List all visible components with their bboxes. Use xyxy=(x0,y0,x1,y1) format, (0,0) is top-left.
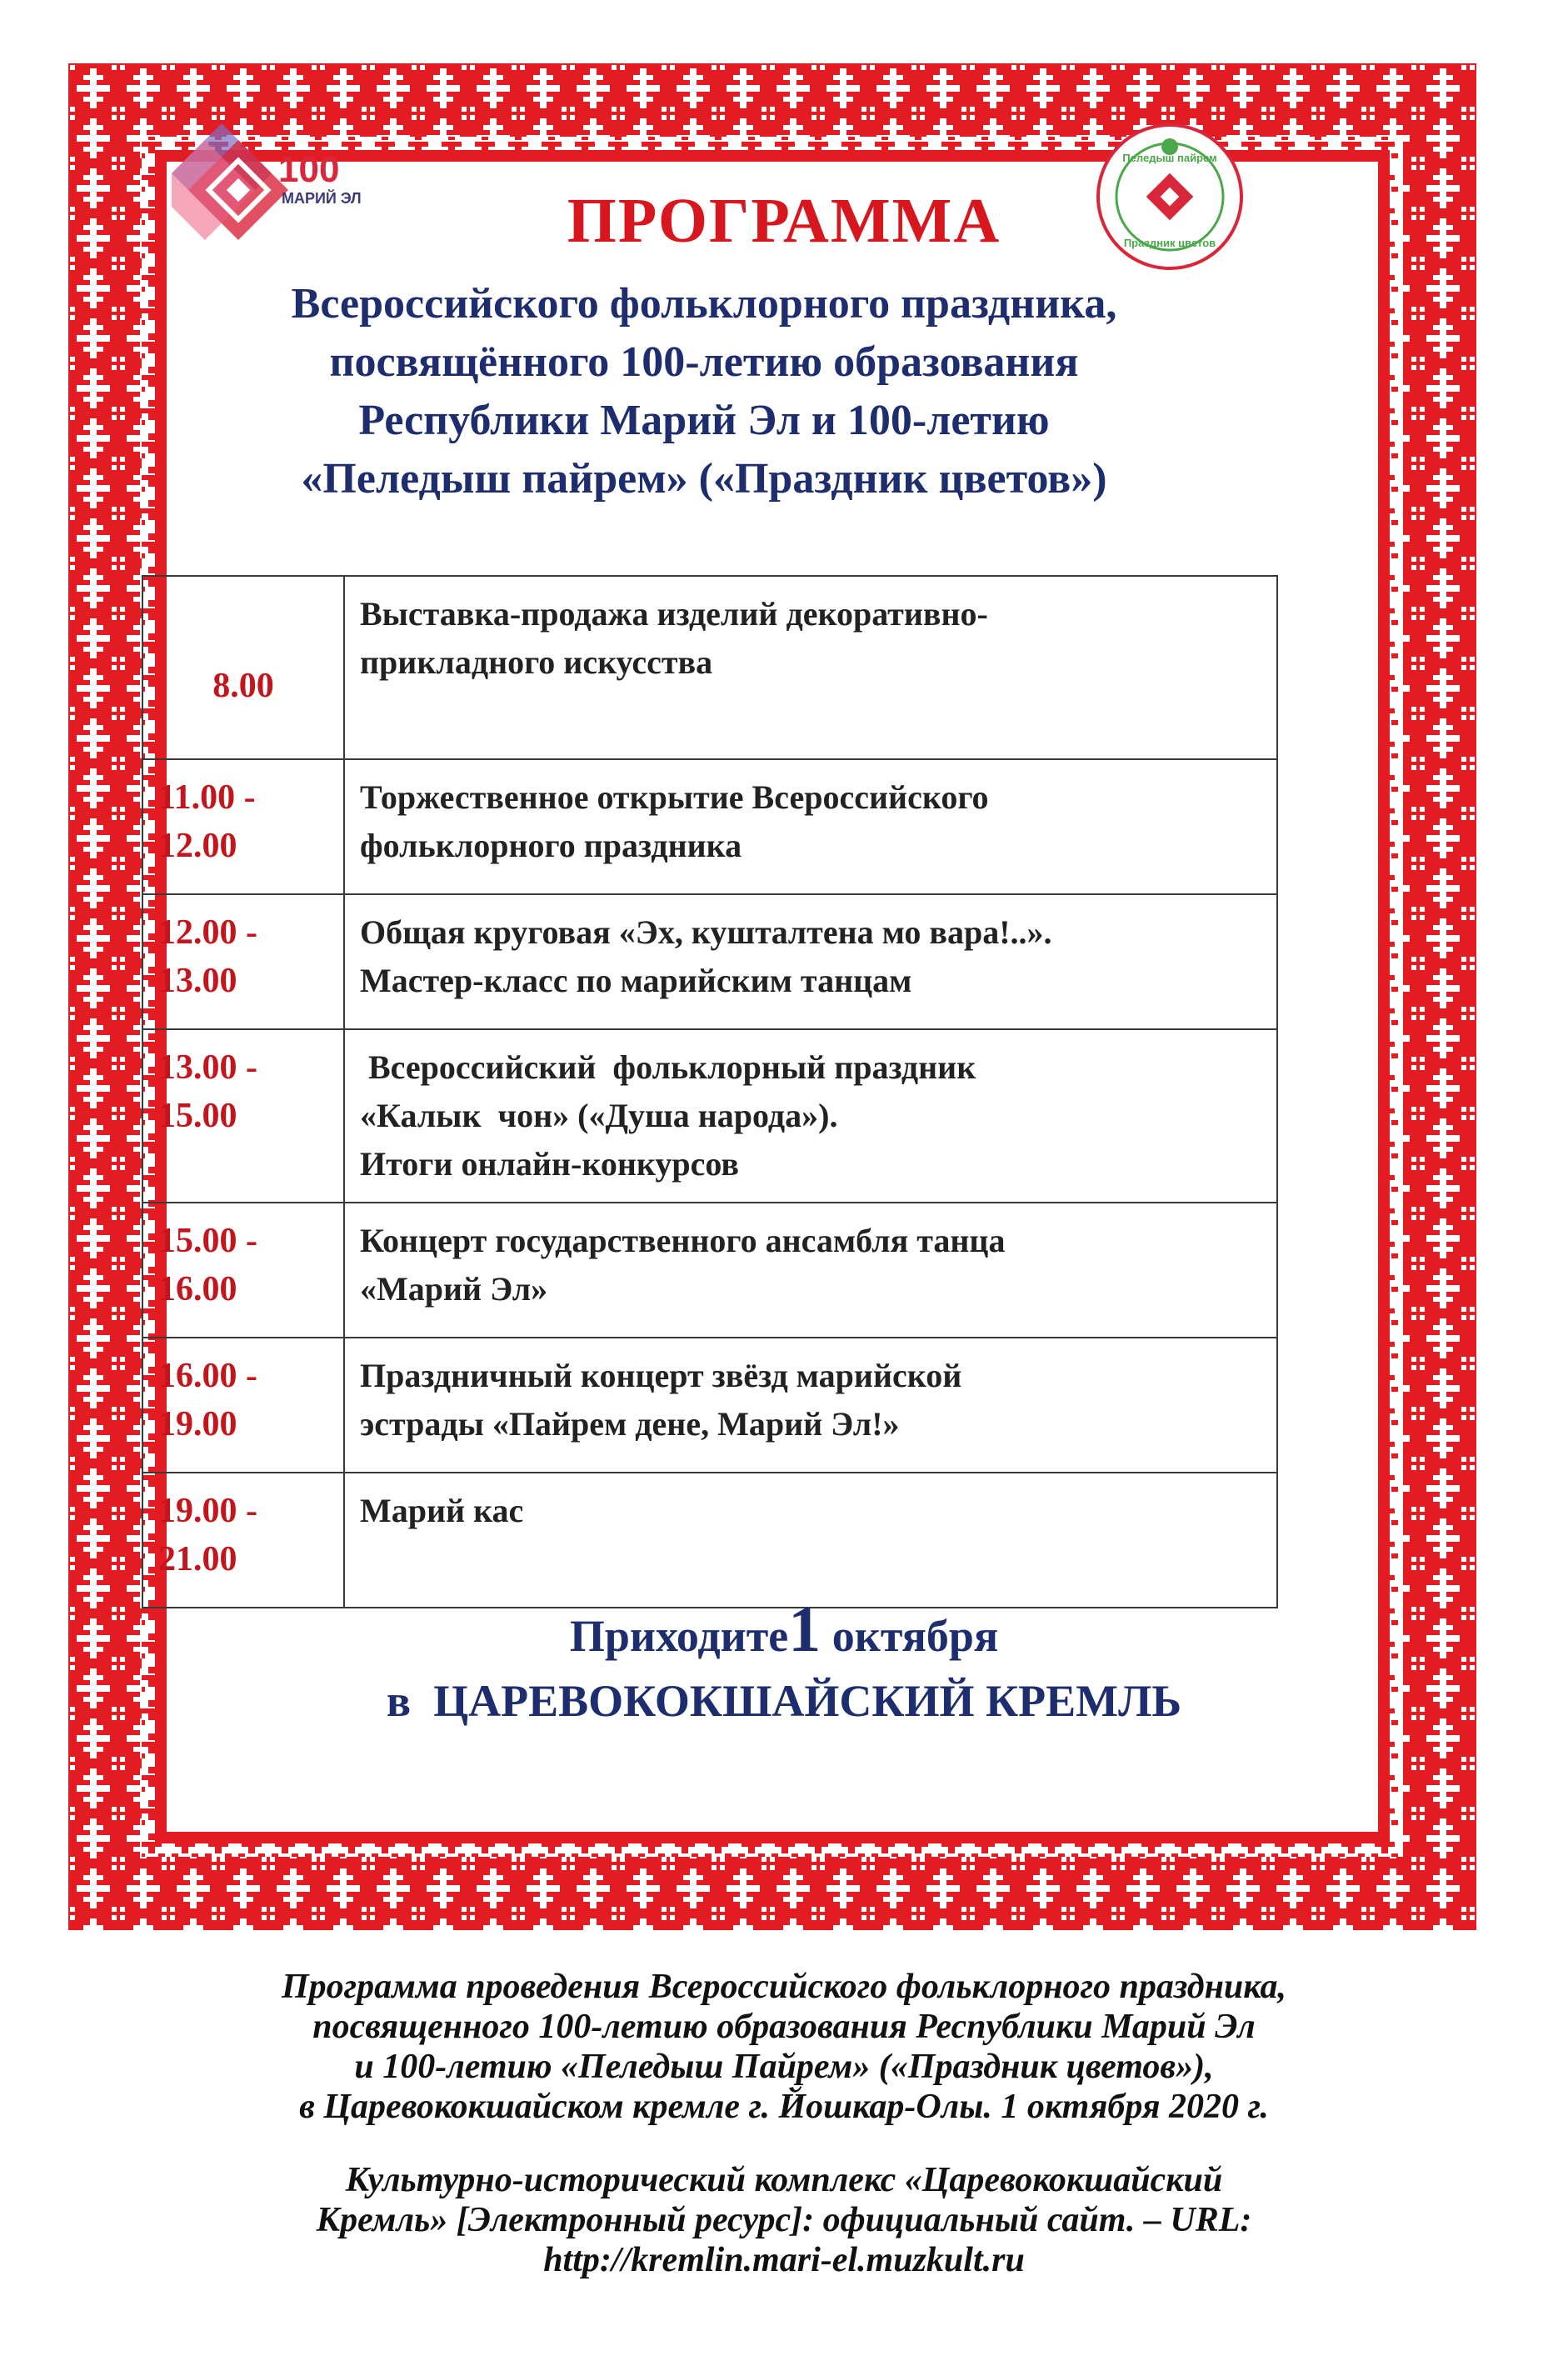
schedule-time: 11.00 - 12.00 xyxy=(142,759,344,894)
schedule-time: 16.00 - 19.00 xyxy=(142,1338,344,1473)
source-url: http://kremlin.mari-el.muzkult.ru xyxy=(543,2241,1025,2279)
schedule-row xyxy=(142,576,1277,759)
poster-subtitle xyxy=(100,275,1308,508)
schedule-row xyxy=(142,1203,1277,1338)
logo-text: МАРИЙ ЭЛ xyxy=(282,190,362,207)
schedule-event: Праздничный концерт звёзд марийской эстрады «Пайрем дене, Марий Эл!» xyxy=(344,1338,1277,1473)
schedule-row xyxy=(142,1473,1277,1608)
schedule-time: 12.00 - 13.00 xyxy=(142,894,344,1029)
subtitle-line: «Пеледыш пайрем» («Праздник цветов») xyxy=(301,455,1107,503)
schedule-row xyxy=(142,1338,1277,1473)
schedule-time: 19.00 - 21.00 xyxy=(142,1473,344,1608)
cta-place: в ЦАРЕВОКОКШАЙСКИЙ КРЕМЛЬ xyxy=(386,1676,1182,1726)
schedule-time: 13.00 - 15.00 xyxy=(142,1029,344,1203)
emblem-text-bottom: Праздник цветов xyxy=(1123,237,1216,249)
schedule-event: Выставка-продажа изделий декоративно- прикладного искусства xyxy=(344,576,1277,759)
schedule-event: Всероссийский фольклорный праздник «Калык чон» («Душа народа»). Итоги онлайн-конкурсов xyxy=(344,1029,1277,1203)
schedule-table xyxy=(142,575,1278,1608)
schedule-event: Марий кас xyxy=(344,1473,1277,1608)
source-reference: Культурно-исторический комплекс «Царевококшайский Кремль» [Электронный ресурс]: официальный сайт. – URL: http://kremlin.mari-el.muzkult.ru xyxy=(0,2160,1568,2280)
schedule-row xyxy=(142,894,1277,1029)
schedule-event: Торжественное открытие Всероссийского фольклорного праздника xyxy=(344,759,1277,894)
schedule-time: 15.00 - 16.00 xyxy=(142,1203,344,1338)
schedule-row xyxy=(142,759,1277,894)
emblem-text-top: Пеледыш пайрем xyxy=(1122,152,1217,164)
cta-date: Приходите1 октября xyxy=(569,1593,999,1665)
subtitle-line: Республики Марий Эл и 100-летию xyxy=(358,397,1050,444)
logo-number: 100 xyxy=(278,149,340,190)
schedule-row xyxy=(142,1029,1277,1203)
subtitle-line: посвящённого 100-летию образования xyxy=(329,338,1079,386)
schedule-time: 8.00 xyxy=(142,576,344,759)
schedule-event: Концерт государственного ансамбля танца «Марий Эл» xyxy=(344,1203,1277,1338)
cta-day: 1 xyxy=(788,1593,821,1665)
figure-caption: Программа проведения Всероссийского фольклорного праздника, посвященного 100-летию образования Республики Марий Эл и 100-летию «Пеледыш Пайрем» («Праздник цветов»), в Царевококшайском кремле г. Йошкар-Олы. 1 октября 2020 г. xyxy=(281,1968,1286,2126)
schedule-event: Общая круговая «Эх, куштaлтена мо вара!..». Мастер-класс по марийским танцам xyxy=(344,894,1277,1029)
poster-title: ПРОГРАММА xyxy=(567,186,1001,256)
subtitle-line: Всероссийского фольклорного праздника, xyxy=(291,280,1117,328)
